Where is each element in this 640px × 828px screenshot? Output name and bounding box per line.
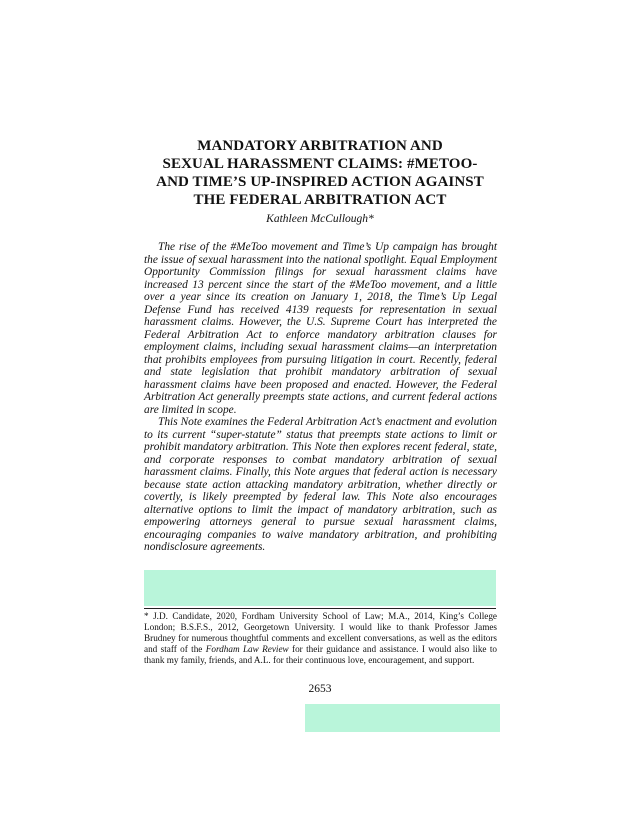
footnote-text-start: * J.D. Candidate, 2020, Fordham University School of Law; M.A., 2014, King’s College London; B.S.F.S., 2012, Georgetown University. I would like to thank Professor James Brudney for numerous thoughtful comments and excellent conversations, as well as the editors and staff of the: [144, 611, 497, 654]
title-line: MANDATORY ARBITRATION AND: [197, 138, 443, 154]
footnote-divider: [144, 608, 496, 609]
title-line: SEXUAL HARASSMENT CLAIMS: #METOO-: [162, 156, 478, 172]
title-line: AND TIME’S UP-INSPIRED ACTION AGAINST: [156, 174, 484, 190]
abstract-paragraph-1: The rise of the #MeToo movement and Time’s Up campaign has brought the issue of sexual harassment into the national spotlight. Equal Employment Opportunity Commission filings for sexual harassment claims have increased 13 percent since the start of the #MeToo movement, and a little over a year since its creation on January 1, 2018, the Time’s Up Legal Defense Fund has received 4139 requests for representation in sexual harassment claims. However, the U.S. Supreme Court has interpreted the Federal Arbitration Act to enforce mandatory arbitration clauses for employment claims, including sexual harassment claims—an interpretation that prohibits employees from pursuing litigation in court. Recently, federal and state legislation that prohibit mandatory arbitration of sexual harassment claims have been proposed and enacted. However, the Federal Arbitration Act generally preempts state actions, and current federal actions are limited in scope.: [144, 241, 497, 416]
highlight-box-upper: [144, 570, 496, 606]
article-title: [140, 137, 500, 209]
page-number: 2653: [308, 683, 332, 695]
journal-name: Fordham Law Review: [205, 643, 289, 654]
highlight-box-lower: [305, 704, 500, 732]
author-footnote: [144, 611, 497, 666]
title-line: THE FEDERAL ARBITRATION ACT: [193, 192, 447, 208]
footnote-text-end: for their guidance and assistance. I would also like to thank my family, friends, and A.L. for their continuous love, encouragement, and support.: [144, 643, 497, 665]
abstract: [144, 241, 497, 554]
author-name: Kathleen McCullough*: [266, 213, 374, 225]
abstract-paragraph-2: This Note examines the Federal Arbitration Act’s enactment and evolution to its current “super-statute” status that preempts state actions to limit or prohibit mandatory arbitration. This Note then explores recent federal, state, and corporate responses to combat mandatory arbitration of sexual harassment claims. Finally, this Note argues that federal action is necessary because state action attacking mandatory arbitration, whether directly or covertly, is likely preempted by federal law. This Note also encourages alternative options to limit the impact of mandatory arbitration, such as empowering attorneys general to pursue sexual harassment claims, encouraging companies to waive mandatory arbitration, and prohibiting nondisclosure agreements.: [144, 416, 497, 553]
